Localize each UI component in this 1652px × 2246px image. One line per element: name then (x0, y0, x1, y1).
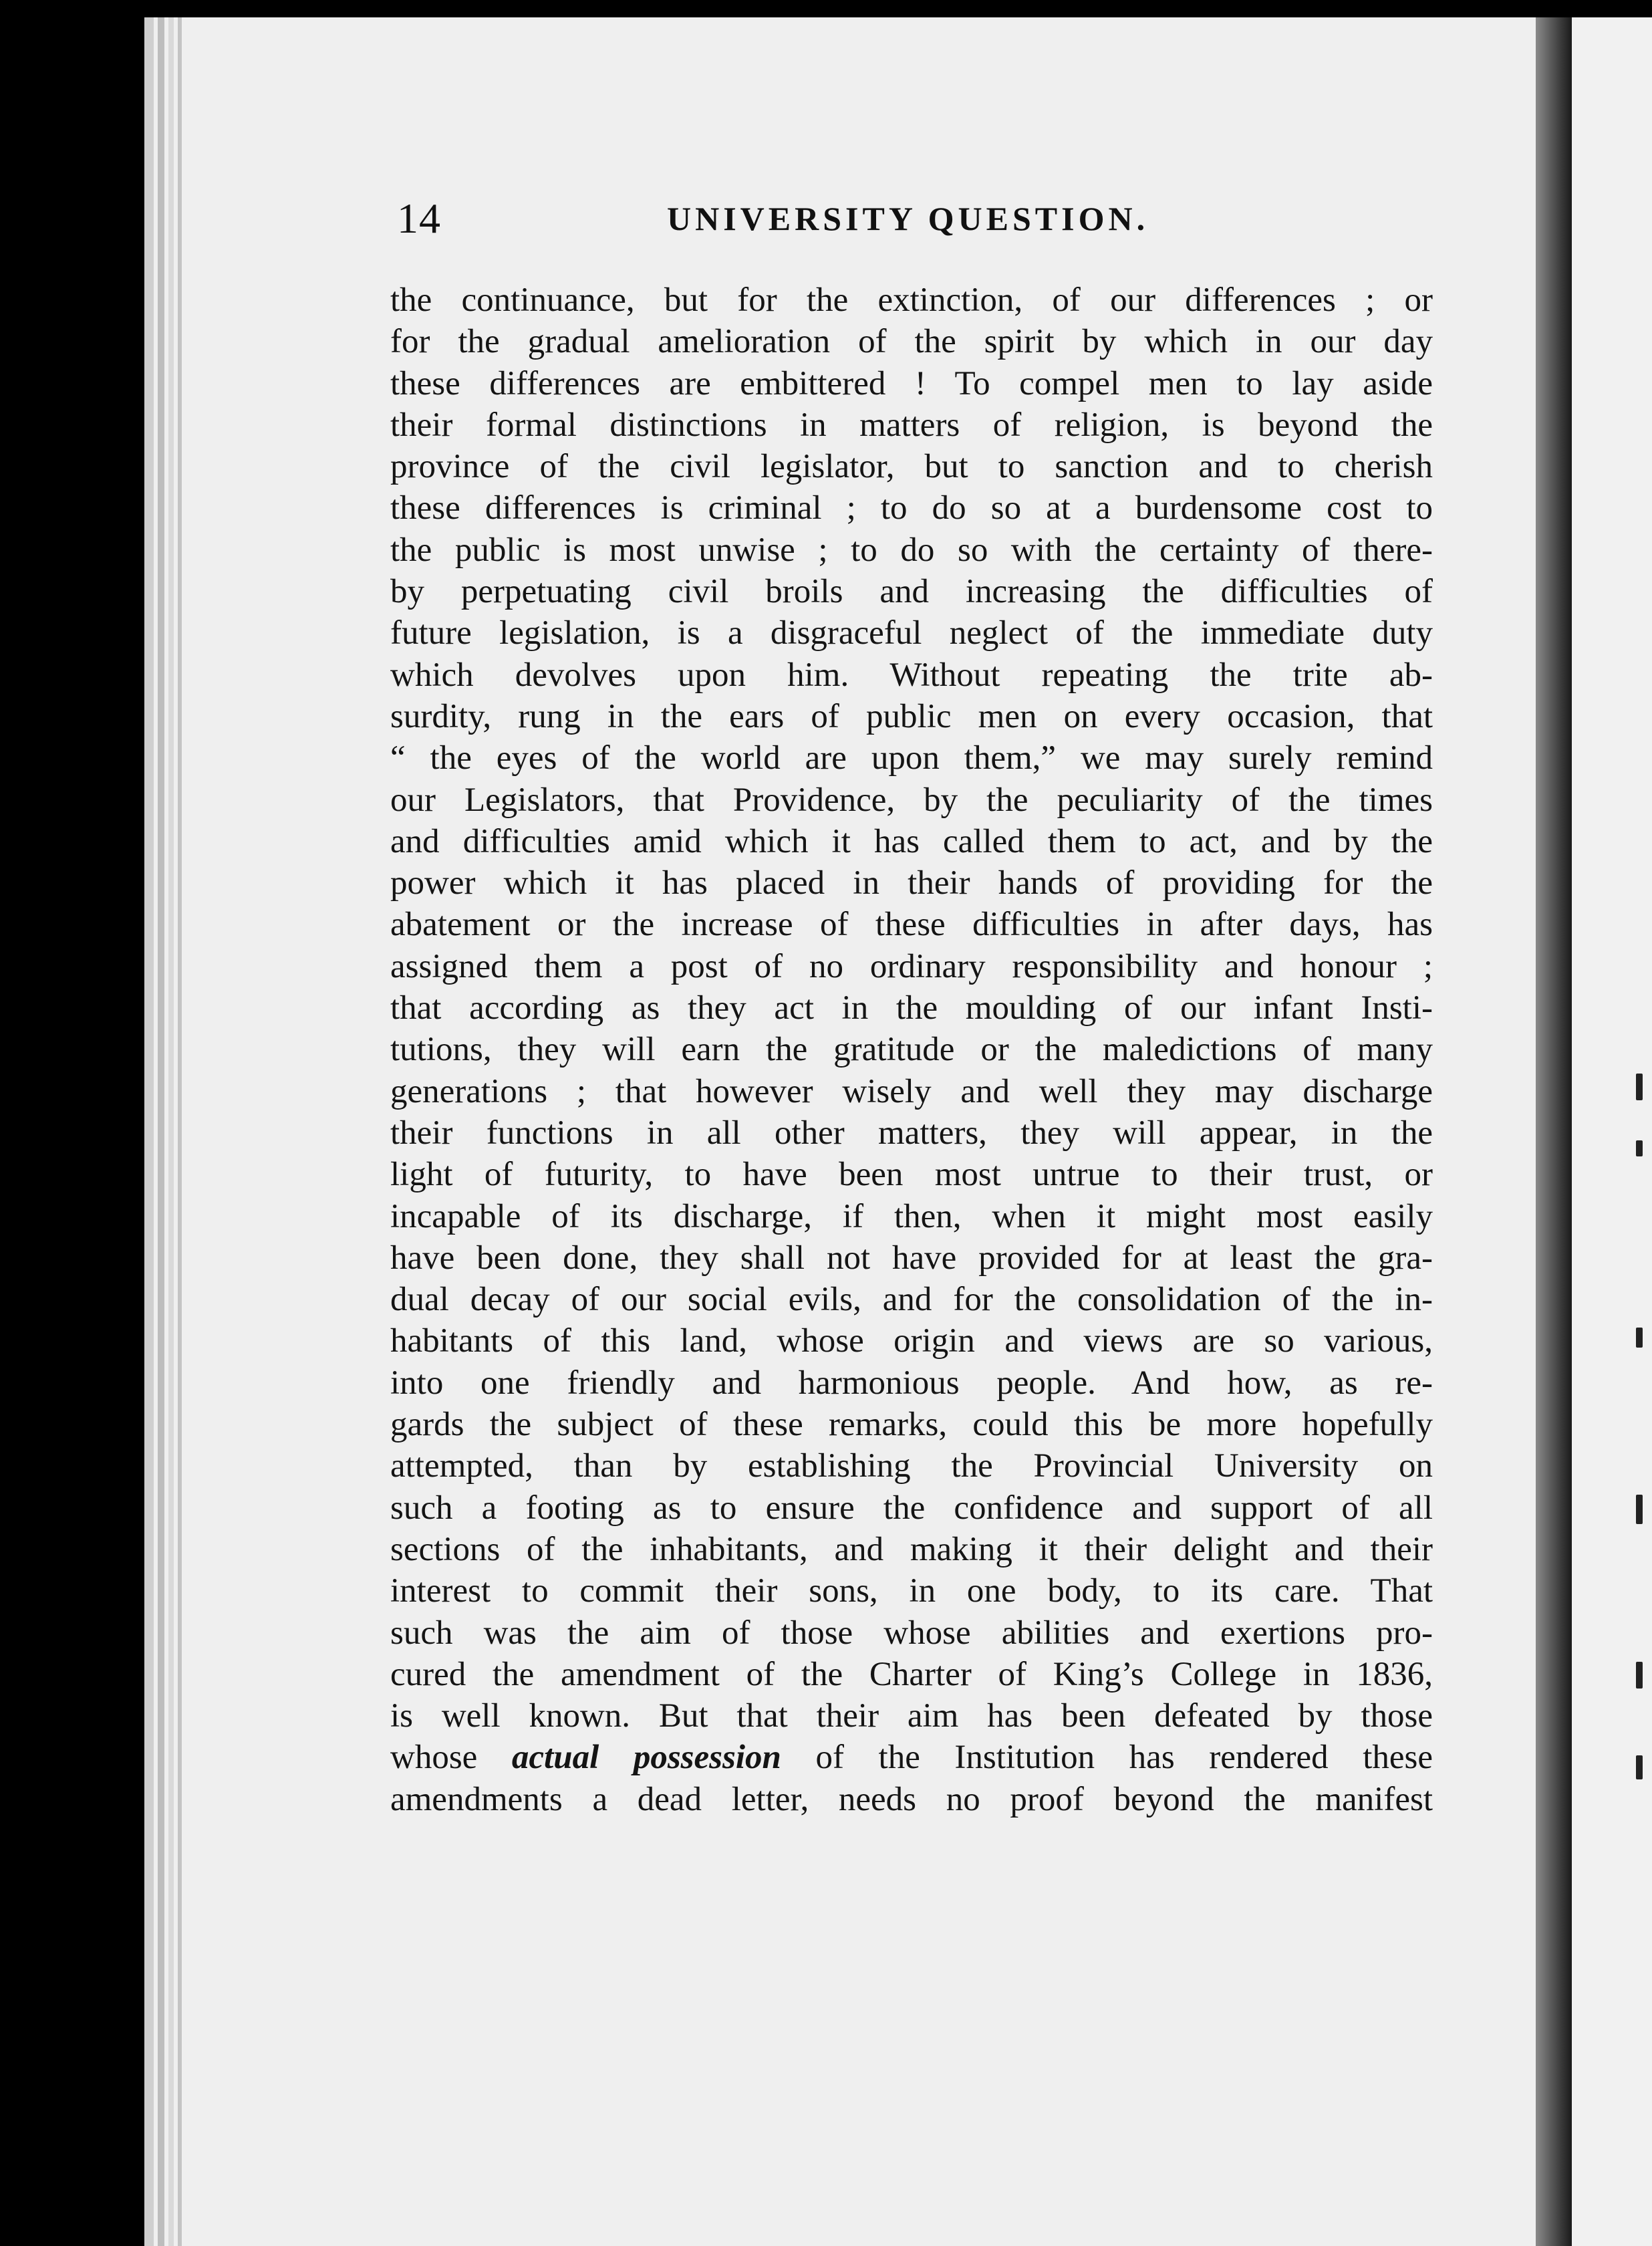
text-line: their functions in all other matters, they will appear, in the (390, 1114, 1433, 1152)
running-title: UNIVERSITY QUESTION. (667, 200, 1149, 237)
text-line: habitants of this land, whose origin and views are so various, (390, 1322, 1433, 1360)
text-line: that according as they act in the moulding of our infant Insti- (390, 989, 1433, 1027)
text-line: is well known. But that their aim has been defeated by those (390, 1697, 1433, 1735)
body-text (390, 279, 1433, 1820)
adjacent-page-ink (1636, 1755, 1643, 1779)
text-line: abatement or the increase of these difficulties in after days, has (390, 906, 1433, 944)
text-line-emphasis (390, 1737, 1433, 1778)
adjacent-page-ink (1636, 1328, 1643, 1348)
text-line: future legislation, is a disgraceful neglect of the immediate duty (390, 614, 1433, 652)
adjacent-page-ink (1636, 1662, 1643, 1689)
text-line: sections of the inhabitants, and making it their delight and their (390, 1530, 1433, 1568)
page-edge-strip (178, 17, 182, 2246)
text-line: cured the amendment of the Charter of King’s College in 1836, (390, 1655, 1433, 1693)
text-line: and difficulties amid which it has called them to act, and by the (390, 822, 1433, 860)
text-line: power which it has placed in their hands of providing for the (390, 864, 1433, 902)
text-line: such a footing as to ensure the confidence and support of all (390, 1489, 1433, 1527)
text-line: amendments a dead letter, needs no proof beyond the manifest (390, 1780, 1433, 1818)
adjacent-page-ink (1636, 1074, 1643, 1100)
text-line: into one friendly and harmonious people. And how, as re- (390, 1364, 1433, 1402)
text-line: these differences are embittered ! To compel men to lay aside (390, 364, 1433, 402)
text-line: surdity, rung in the ears of public men on every occasion, that (390, 697, 1433, 735)
text-line: our Legislators, that Providence, by the peculiarity of the times (390, 781, 1433, 819)
text-line: assigned them a post of no ordinary responsibility and honour ; (390, 947, 1433, 985)
text-line: these differences is criminal ; to do so at a burdensome cost to (390, 489, 1433, 527)
adjacent-page-ink (1636, 1495, 1643, 1524)
text-line: tutions, they will earn the gratitude or the maledictions of many (390, 1031, 1433, 1069)
gutter-shadow (1536, 17, 1572, 2246)
text-line: such was the aim of those whose abilities and exertions pro- (390, 1614, 1433, 1652)
adjacent-page-ink (1636, 1140, 1643, 1156)
text-fragment: whose (390, 1739, 512, 1777)
text-line: dual decay of our social evils, and for the consolidation of the in- (390, 1281, 1433, 1319)
text-line: their formal distinctions in matters of religion, is beyond the (390, 406, 1433, 444)
running-head (397, 194, 1439, 247)
text-line: “ the eyes of the world are upon them,” we may surely remind (390, 739, 1433, 777)
text-line: have been done, they shall not have provided for at least the gra- (390, 1239, 1433, 1277)
text-line: the continuance, but for the extinction, of our differences ; or (390, 281, 1433, 319)
page-edge-strip (168, 17, 174, 2246)
page-number: 14 (397, 195, 441, 242)
adjacent-page-edge (1572, 17, 1652, 2246)
text-line: generations ; that however wisely and well they may discharge (390, 1072, 1433, 1110)
text-line: for the gradual amelioration of the spirit by which in our day (390, 323, 1433, 361)
italic-emphasis: actual possession (511, 1739, 781, 1777)
text-line: province of the civil legislator, but to sanction and to cherish (390, 448, 1433, 486)
page-edge-strip (158, 17, 164, 2246)
text-line: light of futurity, to have been most untrue to their trust, or (390, 1156, 1433, 1194)
text-line: incapable of its discharge, if then, when it might most easily (390, 1197, 1433, 1235)
page-edge-strip (144, 17, 154, 2246)
text-line: which devolves upon him. Without repeating the trite ab- (390, 656, 1433, 694)
text-line: attempted, than by establishing the Provincial University on (390, 1447, 1433, 1485)
text-line: the public is most unwise ; to do so with the certainty of there- (390, 531, 1433, 569)
text-fragment: of the Institution has rendered these (781, 1739, 1433, 1777)
text-line: interest to commit their sons, in one body, to its care. That (390, 1572, 1433, 1610)
text-line: gards the subject of these remarks, could this be more hopefully (390, 1406, 1433, 1444)
text-line: by perpetuating civil broils and increasing the difficulties of (390, 573, 1433, 611)
